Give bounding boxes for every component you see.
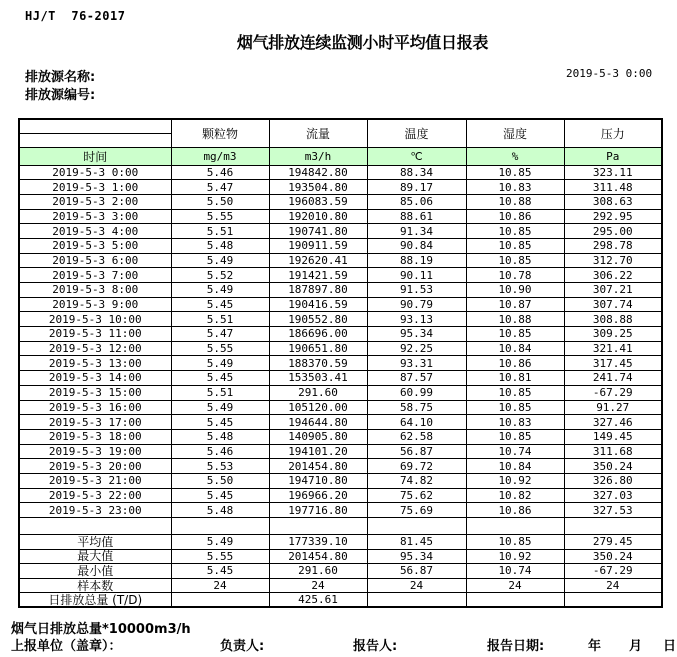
time-cell: 2019-5-3 21:00	[19, 473, 171, 488]
summary-value-cell: 201454.80	[269, 549, 367, 564]
summary-row	[19, 564, 662, 579]
value-cell: 5.45	[171, 488, 269, 503]
hourly-data-row	[19, 488, 662, 503]
time-column-header: 时间	[19, 147, 171, 165]
value-cell: 10.92	[466, 473, 564, 488]
value-cell: 326.80	[564, 473, 662, 488]
summary-row	[19, 593, 662, 608]
value-cell: 194101.20	[269, 444, 367, 459]
time-cell: 2019-5-3 20:00	[19, 459, 171, 474]
value-cell: 295.00	[564, 224, 662, 239]
value-cell: 95.34	[367, 327, 466, 342]
hourly-data-row	[19, 253, 662, 268]
value-cell: 312.70	[564, 253, 662, 268]
summary-value-cell: 279.45	[564, 535, 662, 550]
value-cell: 196083.59	[269, 194, 367, 209]
summary-row	[19, 549, 662, 564]
summary-value-cell: 56.87	[367, 564, 466, 579]
col-header-flow: 流量	[269, 119, 367, 147]
value-cell: 5.47	[171, 180, 269, 195]
summary-value-cell: 24	[269, 578, 367, 593]
report-datetime: 2019-5-3 0:00	[566, 67, 653, 80]
summary-value-cell: 10.74	[466, 564, 564, 579]
value-cell: 60.99	[367, 385, 466, 400]
value-cell: 74.82	[367, 473, 466, 488]
time-cell: 2019-5-3 13:00	[19, 356, 171, 371]
value-cell: 91.53	[367, 283, 466, 298]
value-cell: 5.49	[171, 253, 269, 268]
spacer-cell	[466, 518, 564, 535]
source-id-label: 排放源编号:	[25, 88, 96, 103]
value-cell: 194710.80	[269, 473, 367, 488]
value-cell: 105120.00	[269, 400, 367, 415]
value-cell: 91.34	[367, 224, 466, 239]
time-cell: 2019-5-3 22:00	[19, 488, 171, 503]
value-cell: 5.46	[171, 165, 269, 180]
hourly-data-row	[19, 180, 662, 195]
value-cell: 10.82	[466, 488, 564, 503]
report-unit-label: 上报单位（盖章）：	[11, 639, 122, 654]
value-cell: 64.10	[367, 415, 466, 430]
value-cell: 88.61	[367, 209, 466, 224]
unit-particulate: mg/m3	[171, 147, 269, 165]
value-cell: 292.95	[564, 209, 662, 224]
value-cell: 56.87	[367, 444, 466, 459]
table-body	[19, 165, 662, 607]
value-cell: 91.27	[564, 400, 662, 415]
value-cell: 85.06	[367, 194, 466, 209]
value-cell: 188370.59	[269, 356, 367, 371]
col-header-temperature: 温度	[367, 119, 466, 147]
value-cell: 10.85	[466, 400, 564, 415]
summary-label: 日排放总量 (T/D)	[19, 593, 171, 608]
value-cell: 5.46	[171, 444, 269, 459]
value-cell: 10.85	[466, 429, 564, 444]
value-cell: 87.57	[367, 371, 466, 386]
value-cell: 291.60	[269, 385, 367, 400]
value-cell: 10.83	[466, 180, 564, 195]
summary-row	[19, 578, 662, 593]
unit-temperature: ℃	[367, 147, 466, 165]
value-cell: 311.68	[564, 444, 662, 459]
value-cell: 190416.59	[269, 297, 367, 312]
unit-flow: m3/h	[269, 147, 367, 165]
value-cell: 193504.80	[269, 180, 367, 195]
value-cell: 10.85	[466, 224, 564, 239]
corner-cell-top	[19, 119, 171, 133]
report-title: 烟气排放连续监测小时平均值日报表	[236, 33, 489, 52]
hourly-data-row	[19, 209, 662, 224]
value-cell: 69.72	[367, 459, 466, 474]
hourly-data-row	[19, 194, 662, 209]
value-cell: 140905.80	[269, 429, 367, 444]
hourly-data-row	[19, 283, 662, 298]
value-cell: 5.49	[171, 356, 269, 371]
time-cell: 2019-5-3 9:00	[19, 297, 171, 312]
value-cell: 190552.80	[269, 312, 367, 327]
value-cell: 5.48	[171, 503, 269, 518]
time-cell: 2019-5-3 5:00	[19, 238, 171, 253]
time-cell: 2019-5-3 2:00	[19, 194, 171, 209]
summary-value-cell: 10.85	[466, 535, 564, 550]
time-cell: 2019-5-3 19:00	[19, 444, 171, 459]
spacer-cell	[171, 518, 269, 535]
summary-value-cell	[564, 593, 662, 608]
time-cell: 2019-5-3 6:00	[19, 253, 171, 268]
total-emission-note: 烟气日排放总量*10000m3/h	[11, 622, 191, 637]
hourly-data-row	[19, 371, 662, 386]
value-cell: 5.48	[171, 238, 269, 253]
value-cell: 10.86	[466, 209, 564, 224]
value-cell: 5.51	[171, 224, 269, 239]
value-cell: 149.45	[564, 429, 662, 444]
value-cell: 5.49	[171, 400, 269, 415]
value-cell: 317.45	[564, 356, 662, 371]
value-cell: 306.22	[564, 268, 662, 283]
summary-value-cell: 10.92	[466, 549, 564, 564]
unit-pressure: Pa	[564, 147, 662, 165]
hourly-data-row	[19, 415, 662, 430]
hourly-data-row	[19, 459, 662, 474]
value-cell: 190911.59	[269, 238, 367, 253]
value-cell: 311.48	[564, 180, 662, 195]
value-cell: 10.85	[466, 238, 564, 253]
time-cell: 2019-5-3 17:00	[19, 415, 171, 430]
value-cell: 5.50	[171, 473, 269, 488]
value-cell: 5.50	[171, 194, 269, 209]
value-cell: 75.62	[367, 488, 466, 503]
value-cell: 321.41	[564, 341, 662, 356]
value-cell: 5.49	[171, 283, 269, 298]
value-cell: 196966.20	[269, 488, 367, 503]
value-cell: 88.34	[367, 165, 466, 180]
day-label: 日	[663, 639, 677, 654]
table-header-row	[19, 119, 662, 133]
hourly-average-table	[18, 118, 663, 608]
value-cell: 5.52	[171, 268, 269, 283]
value-cell: 10.74	[466, 444, 564, 459]
value-cell: 308.88	[564, 312, 662, 327]
value-cell: 10.85	[466, 165, 564, 180]
summary-value-cell: 24	[367, 578, 466, 593]
summary-value-cell: -67.29	[564, 564, 662, 579]
time-cell: 2019-5-3 14:00	[19, 371, 171, 386]
time-cell: 2019-5-3 11:00	[19, 327, 171, 342]
reporter-label: 报告人:	[353, 639, 398, 654]
time-cell: 2019-5-3 7:00	[19, 268, 171, 283]
value-cell: 90.84	[367, 238, 466, 253]
value-cell: 153503.41	[269, 371, 367, 386]
units-row	[19, 147, 662, 165]
value-cell: 10.86	[466, 503, 564, 518]
hourly-data-row	[19, 341, 662, 356]
value-cell: 197716.80	[269, 503, 367, 518]
spacer-cell	[367, 518, 466, 535]
summary-label: 最大值	[19, 549, 171, 564]
hourly-data-row	[19, 165, 662, 180]
value-cell: 187897.80	[269, 283, 367, 298]
hourly-data-row	[19, 503, 662, 518]
value-cell: 10.84	[466, 341, 564, 356]
hourly-data-row	[19, 268, 662, 283]
time-cell: 2019-5-3 16:00	[19, 400, 171, 415]
time-cell: 2019-5-3 4:00	[19, 224, 171, 239]
value-cell: 298.78	[564, 238, 662, 253]
responsible-person-label: 负责人:	[220, 639, 265, 654]
summary-value-cell: 24	[466, 578, 564, 593]
value-cell: 194842.80	[269, 165, 367, 180]
value-cell: 309.25	[564, 327, 662, 342]
value-cell: 90.11	[367, 268, 466, 283]
value-cell: 5.55	[171, 341, 269, 356]
standard-code: HJ/T 76-2017	[25, 9, 126, 23]
hourly-data-row	[19, 473, 662, 488]
summary-value-cell: 24	[171, 578, 269, 593]
value-cell: 327.03	[564, 488, 662, 503]
month-label: 月	[629, 639, 643, 654]
value-cell: 350.24	[564, 459, 662, 474]
value-cell: 5.55	[171, 209, 269, 224]
summary-value-cell	[367, 593, 466, 608]
col-header-particulate: 颗粒物	[171, 119, 269, 147]
spacer-row	[19, 518, 662, 535]
value-cell: 5.51	[171, 312, 269, 327]
hourly-data-row	[19, 224, 662, 239]
value-cell: 89.17	[367, 180, 466, 195]
time-cell: 2019-5-3 8:00	[19, 283, 171, 298]
time-cell: 2019-5-3 1:00	[19, 180, 171, 195]
value-cell: 307.74	[564, 297, 662, 312]
summary-value-cell: 95.34	[367, 549, 466, 564]
value-cell: 5.53	[171, 459, 269, 474]
summary-value-cell: 291.60	[269, 564, 367, 579]
value-cell: 10.87	[466, 297, 564, 312]
value-cell: 5.48	[171, 429, 269, 444]
value-cell: 92.25	[367, 341, 466, 356]
hourly-data-row	[19, 444, 662, 459]
summary-label: 平均值	[19, 535, 171, 550]
value-cell: 88.19	[367, 253, 466, 268]
hourly-data-row	[19, 429, 662, 444]
time-cell: 2019-5-3 23:00	[19, 503, 171, 518]
value-cell: 10.86	[466, 356, 564, 371]
value-cell: 10.88	[466, 194, 564, 209]
spacer-cell	[19, 518, 171, 535]
value-cell: 327.53	[564, 503, 662, 518]
summary-value-cell: 350.24	[564, 549, 662, 564]
year-label: 年	[588, 639, 602, 654]
value-cell: 10.83	[466, 415, 564, 430]
col-header-pressure: 压力	[564, 119, 662, 147]
value-cell: 5.45	[171, 297, 269, 312]
summary-value-cell: 5.49	[171, 535, 269, 550]
unit-humidity: %	[466, 147, 564, 165]
value-cell: 93.13	[367, 312, 466, 327]
hourly-data-row	[19, 400, 662, 415]
value-cell: 10.78	[466, 268, 564, 283]
hourly-data-row	[19, 356, 662, 371]
time-cell: 2019-5-3 0:00	[19, 165, 171, 180]
value-cell: 327.46	[564, 415, 662, 430]
value-cell: 192620.41	[269, 253, 367, 268]
summary-value-cell: 5.45	[171, 564, 269, 579]
value-cell: 5.51	[171, 385, 269, 400]
value-cell: 191421.59	[269, 268, 367, 283]
summary-value-cell: 5.55	[171, 549, 269, 564]
value-cell: 190741.80	[269, 224, 367, 239]
value-cell: 241.74	[564, 371, 662, 386]
value-cell: 186696.00	[269, 327, 367, 342]
time-cell: 2019-5-3 18:00	[19, 429, 171, 444]
corner-cell-bottom	[19, 133, 171, 147]
value-cell: 58.75	[367, 400, 466, 415]
value-cell: 10.84	[466, 459, 564, 474]
value-cell: 201454.80	[269, 459, 367, 474]
summary-value-cell	[171, 593, 269, 608]
value-cell: 5.45	[171, 371, 269, 386]
hourly-data-row	[19, 327, 662, 342]
summary-value-cell	[466, 593, 564, 608]
summary-label: 最小值	[19, 564, 171, 579]
summary-label: 样本数	[19, 578, 171, 593]
hourly-data-row	[19, 238, 662, 253]
value-cell: 90.79	[367, 297, 466, 312]
spacer-cell	[564, 518, 662, 535]
time-cell: 2019-5-3 15:00	[19, 385, 171, 400]
value-cell: 10.85	[466, 385, 564, 400]
time-cell: 2019-5-3 3:00	[19, 209, 171, 224]
value-cell: 307.21	[564, 283, 662, 298]
col-header-humidity: 湿度	[466, 119, 564, 147]
time-cell: 2019-5-3 12:00	[19, 341, 171, 356]
time-cell: 2019-5-3 10:00	[19, 312, 171, 327]
value-cell: 10.81	[466, 371, 564, 386]
value-cell: -67.29	[564, 385, 662, 400]
summary-value-cell: 177339.10	[269, 535, 367, 550]
value-cell: 308.63	[564, 194, 662, 209]
value-cell: 10.85	[466, 253, 564, 268]
spacer-cell	[269, 518, 367, 535]
hourly-data-row	[19, 297, 662, 312]
value-cell: 93.31	[367, 356, 466, 371]
value-cell: 323.11	[564, 165, 662, 180]
value-cell: 75.69	[367, 503, 466, 518]
value-cell: 5.45	[171, 415, 269, 430]
report-date-label: 报告日期:	[487, 639, 545, 654]
value-cell: 10.88	[466, 312, 564, 327]
summary-value-cell: 81.45	[367, 535, 466, 550]
value-cell: 194644.80	[269, 415, 367, 430]
source-name-label: 排放源名称:	[25, 70, 96, 85]
value-cell: 192010.80	[269, 209, 367, 224]
value-cell: 190651.80	[269, 341, 367, 356]
value-cell: 10.90	[466, 283, 564, 298]
summary-value-cell: 425.61	[269, 593, 367, 608]
value-cell: 10.85	[466, 327, 564, 342]
value-cell: 62.58	[367, 429, 466, 444]
hourly-data-row	[19, 385, 662, 400]
hourly-data-row	[19, 312, 662, 327]
value-cell: 5.47	[171, 327, 269, 342]
summary-value-cell: 24	[564, 578, 662, 593]
summary-row	[19, 535, 662, 550]
